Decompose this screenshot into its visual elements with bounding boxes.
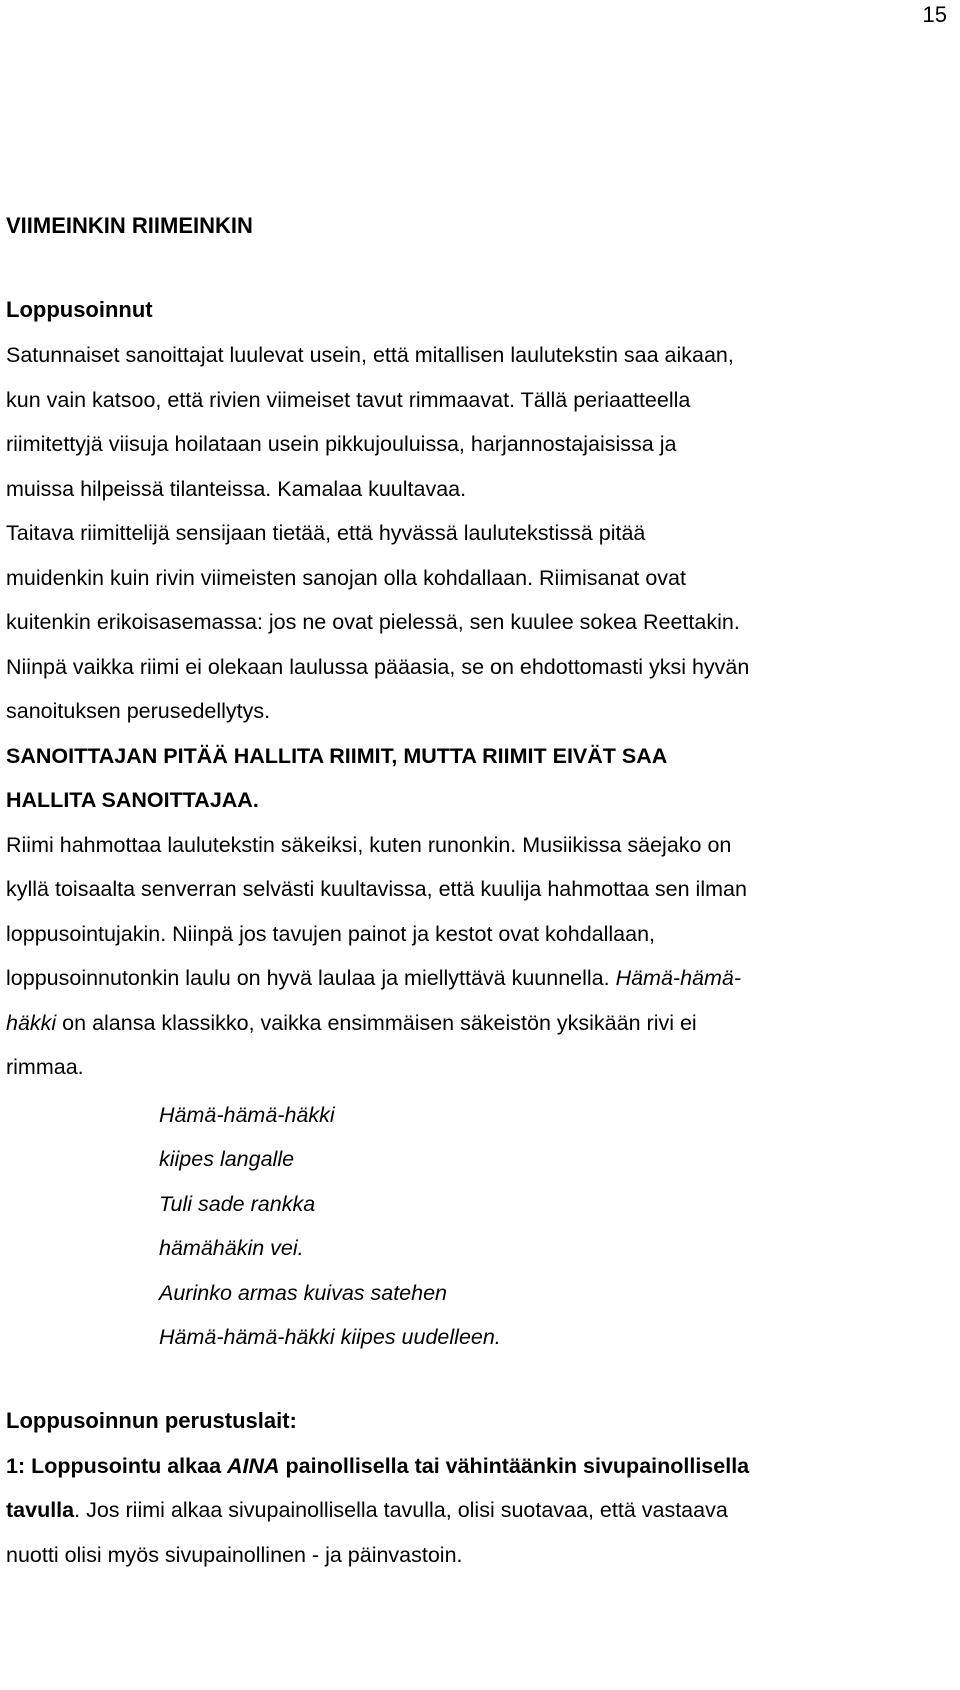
text-line: muissa hilpeissä tilanteissa. Kamalaa kuultavaa. xyxy=(6,476,467,501)
text-line: Niinpä vaikka riimi ei olekaan laulussa pääasia, se on ehdottomasti yksi hyvän xyxy=(6,654,750,679)
song-title-italic: Hämä-hämä- xyxy=(615,966,742,990)
poem-line: Hämä-hämä-häkki xyxy=(159,1102,335,1127)
text-line xyxy=(6,956,954,1001)
text-line: kuitenkin erikoisasemassa: jos ne ovat pielessä, sen kuulee sokea Reettakin. xyxy=(6,610,740,634)
text-segment: loppusoinnutonkin laulu on hyvä laulaa ja miellyttävä kuunnella. xyxy=(6,966,616,990)
rule-text-bold: tavulla xyxy=(6,1498,75,1522)
text-line: Taitava riimittelijä sensijaan tietää, että hyvässä laulutekstissä pitää xyxy=(6,521,646,545)
text-line: rimmaa. xyxy=(6,1055,84,1079)
poem-line: kiipes langalle xyxy=(159,1147,295,1171)
text-line: Satunnaiset sanoittajat luulevat usein, että mitallisen laulutekstin saa aikaan, xyxy=(6,343,734,367)
document-body xyxy=(6,203,954,1577)
text-line xyxy=(6,1488,954,1533)
text-line xyxy=(6,1001,954,1046)
rule-text-bold: 1: Loppusointu alkaa xyxy=(6,1453,227,1478)
poem-line: Tuli sade rankka xyxy=(159,1191,316,1216)
rule-1 xyxy=(6,1444,954,1578)
emphasis-line: HALLITA SANOITTAJAA. xyxy=(6,788,259,812)
text-line: sanoituksen perusedellytys. xyxy=(6,699,271,723)
text-line: muidenkin kuin rivin viimeisten sanojan olla kohdallaan. Riimisanat ovat xyxy=(6,565,686,590)
text-line: kun vain katsoo, että rivien viimeiset tavut rimmaavat. Tällä periaatteella xyxy=(6,387,691,412)
poem-line: hämähäkin vei. xyxy=(159,1236,304,1260)
text-line: riimitettyjä viisuja hoilataan usein pikkujouluissa, harjannostajaisissa ja xyxy=(6,432,677,456)
text-segment: on alansa klassikko, vaikka ensimmäisen säkeistön yksikään rivi ei xyxy=(56,1010,697,1035)
text-line: nuotti olisi myös sivupainollinen - ja päinvastoin. xyxy=(6,1542,463,1567)
section-heading-perustuslait: Loppusoinnun perustuslait: xyxy=(6,1407,297,1433)
paragraph-intro xyxy=(6,333,954,1090)
rule-text-bold: painollisella tai vähintäänkin sivupainollisella xyxy=(279,1453,750,1478)
section-heading-loppusoinnut: Loppusoinnut xyxy=(6,297,153,322)
poem xyxy=(159,1093,954,1360)
song-title-italic: häkki xyxy=(6,1010,57,1035)
text-line: loppusointujakin. Niinpä jos tavujen painot ja kestot ovat kohdallaan, xyxy=(6,921,656,946)
document-title: VIIMEINKIN RIIMEINKIN xyxy=(6,213,253,238)
text-line: Riimi hahmottaa laulutekstin säkeiksi, kuten runonkin. Musiikissa säejako on xyxy=(6,832,732,857)
page-number: 15 xyxy=(922,2,947,27)
text-line: kyllä toisaalta senverran selvästi kuultavissa, että kuulija hahmottaa sen ilman xyxy=(6,877,747,901)
poem-line: Aurinko armas kuivas satehen xyxy=(159,1280,448,1305)
emphasis-line: SANOITTAJAN PITÄÄ HALLITA RIIMIT, MUTTA RIIMIT EIVÄT SAA xyxy=(6,743,668,768)
text-line xyxy=(6,1444,954,1489)
rule-text: . Jos riimi alkaa sivupainollisella tavulla, olisi suotavaa, että vastaava xyxy=(74,1498,728,1522)
rule-text-bold-italic: AINA xyxy=(227,1453,280,1478)
poem-line: Hämä-hämä-häkki kiipes uudelleen. xyxy=(159,1325,501,1349)
